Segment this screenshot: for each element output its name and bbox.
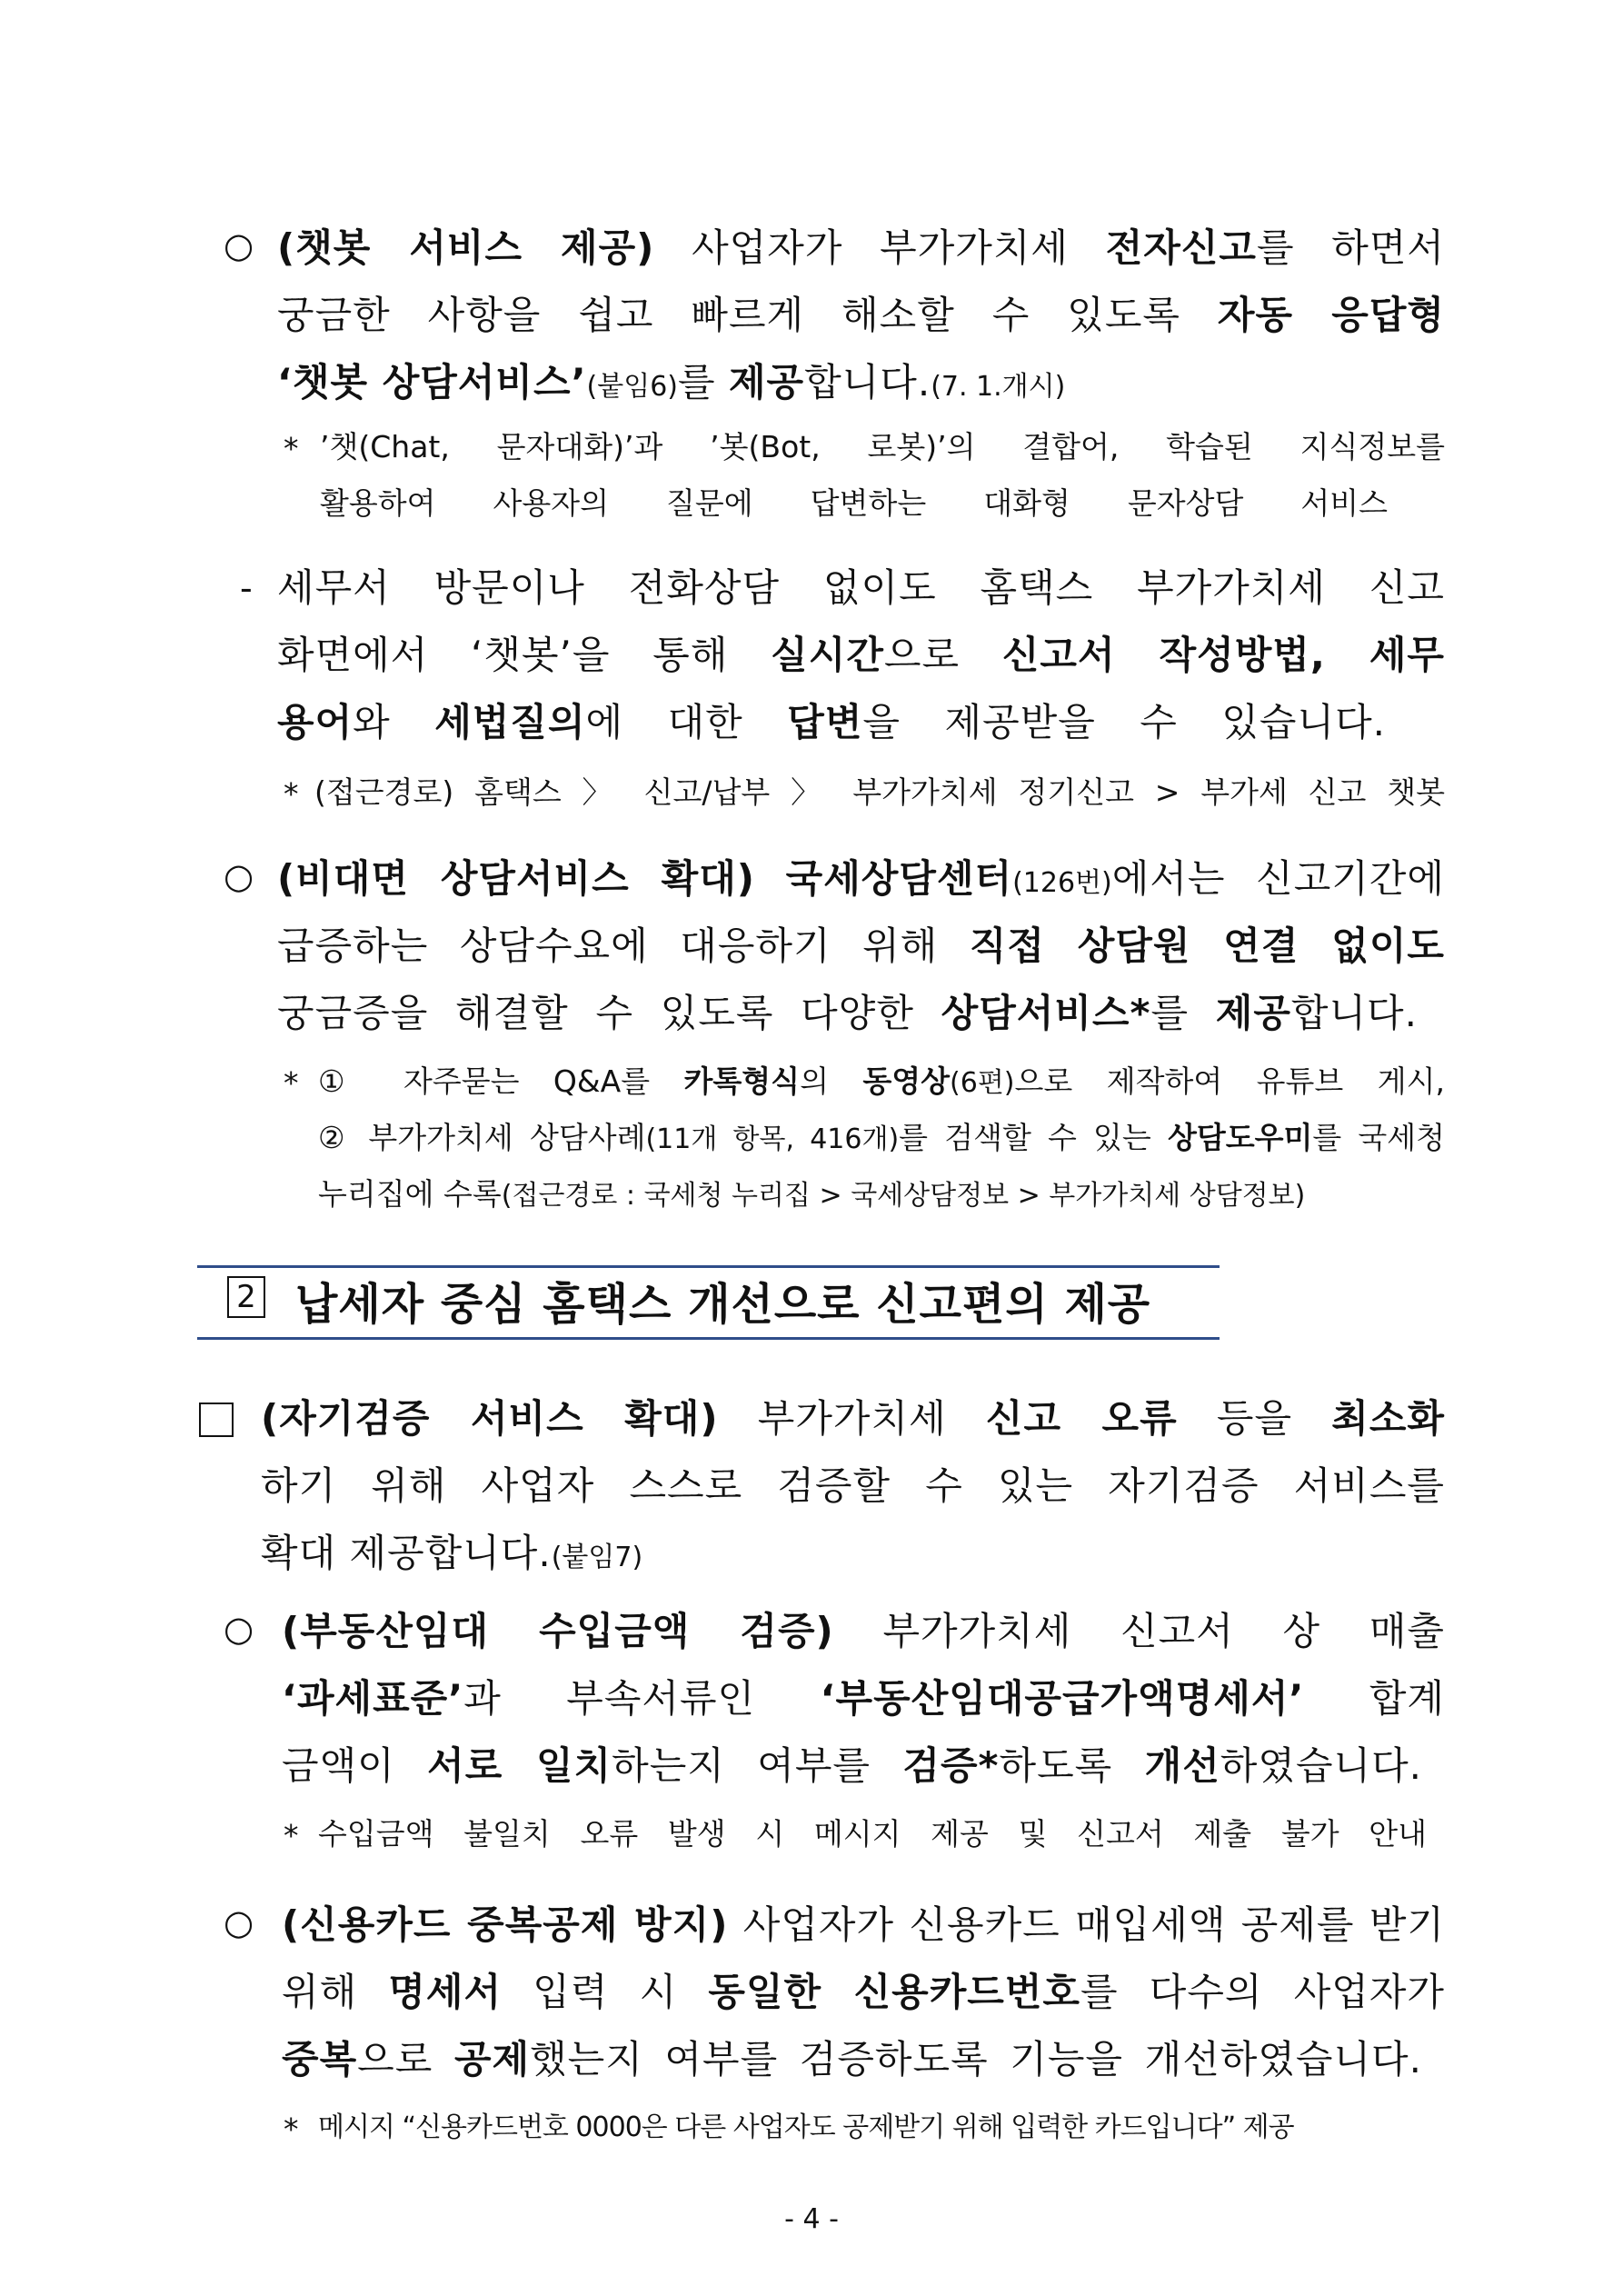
bold-text: 신고 오류	[985, 1396, 1178, 1441]
bold-text: 국세상담센터	[785, 856, 1013, 901]
nonface-line-2	[277, 916, 1445, 971]
small-text: (접근경로 : 국세청 누리집 > 국세상담정보 > 부가가치세 상담정보)	[501, 1180, 1306, 1212]
text-segment: 으로	[883, 633, 1002, 677]
note-asterisk: *	[284, 1065, 299, 1101]
section-title: 납세자 중심 홈택스 개선으로 신고편의 제공	[295, 1279, 1151, 1330]
bold-text: 개선	[1144, 1743, 1220, 1788]
bold-text: 세법질의	[434, 700, 586, 744]
note-asterisk: *	[284, 431, 299, 466]
realestate-line-2	[282, 1669, 1445, 1723]
text-segment: 를 국세청	[1312, 1120, 1445, 1155]
bold-text: 공제	[453, 2037, 531, 2081]
bold-text: 자동 응답형	[1217, 293, 1445, 337]
access-path-note: (접근경로) 홈택스 〉 신고/납부 〉 부가가치세 정기신고 > 부가세 신고 챗봇	[314, 774, 1445, 810]
text-segment: ① 자주묻는 Q&A를	[318, 1063, 684, 1099]
nonface-line-3	[277, 983, 1418, 1038]
bold-text: (챗봇 서비스 제공)	[277, 225, 655, 270]
bold-text: 카톡형식	[683, 1063, 801, 1099]
bold-text: 신고서 작성방법, 세무	[1001, 633, 1445, 677]
chatbot-note-2: 활용하여 사용자의 질문에 답변하는 대화형 문자상담 서비스	[320, 485, 1388, 521]
text-segment: 했는지 여부를 검증하도록 기능을 개선하였습니다.	[530, 2037, 1422, 2081]
circle-bullet: ○	[224, 856, 254, 896]
chatbot-detail-line-3	[277, 693, 1386, 747]
text-segment: 사업자가 부가가치세	[654, 225, 1106, 270]
realestate-note: 수입금액 불일치 오류 발생 시 메시지 제공 및 신고서 제출 불가 안내	[318, 1816, 1427, 1852]
small-text: (붙임7)	[551, 1542, 643, 1573]
bold-text: 답변	[787, 700, 863, 744]
nonface-note-3	[318, 1171, 1305, 1213]
realestate-line-1	[282, 1602, 1445, 1656]
text-segment: 확대 제공합니다.	[261, 1531, 552, 1575]
bold-text: ‘부동산임대공급가액명세서’	[820, 1676, 1305, 1721]
text-segment: 와	[353, 700, 435, 744]
bold-text: 명세서	[388, 1970, 503, 2014]
text-segment: 화면에서 ‘챗봇’을 통해	[277, 633, 772, 677]
creditcard-note: 메시지 “신용카드번호 0000은 다른 사업자도 공제받기 위해 입력한 카드입니다” 제공	[318, 2111, 1294, 2143]
creditcard-line-3	[282, 2030, 1422, 2084]
bold-text: 실시간	[771, 633, 884, 677]
text-segment: 으로	[357, 2037, 454, 2081]
bold-text: 서로 일치	[427, 1743, 612, 1788]
bold-text: 상담서비스*	[941, 991, 1151, 1035]
text-segment: 과 부속서류인	[463, 1676, 821, 1721]
text-segment: 하는지 여부를	[612, 1743, 903, 1788]
text-segment: 입력 시	[502, 1970, 709, 2014]
section-number: 2	[227, 1276, 265, 1318]
bold-text: (부동산임대 수입금액 검증)	[282, 1609, 834, 1653]
selfcheck-line-1	[261, 1389, 1445, 1443]
bold-text: 중복	[282, 2037, 358, 2081]
nonface-note-2	[318, 1114, 1445, 1157]
square-bullet-icon	[199, 1403, 234, 1437]
nonface-note-1	[318, 1058, 1445, 1101]
bold-text: 제공	[728, 360, 805, 404]
bold-text: (비대면 상담서비스 확대)	[277, 856, 755, 901]
text-segment	[755, 856, 786, 901]
chatbot-detail-line-2	[277, 625, 1445, 680]
text-segment: 세무서 방문이나 전화상담 없이도 홈택스 부가가치세 신고	[277, 565, 1445, 610]
circle-bullet: ○	[224, 1609, 254, 1649]
page-number: - 4 -	[784, 2203, 839, 2235]
text-segment: 합니다.	[804, 360, 931, 404]
small-text: (11개 항목, 416개)	[645, 1123, 900, 1155]
text-segment: 하였습니다.	[1220, 1743, 1423, 1788]
circle-bullet: ○	[224, 1902, 254, 1942]
text-segment: 등을	[1177, 1396, 1332, 1441]
text-segment: 의	[800, 1063, 863, 1099]
text-segment: ② 부가가치세 상담사례	[318, 1120, 646, 1155]
text-segment: 으로 제작하여 유튜브 게시,	[1014, 1063, 1445, 1099]
text-segment: 를 다수의 사업자가	[1080, 1970, 1445, 2014]
chatbot-line-1	[277, 218, 1445, 273]
text-segment: 사업자가 신용카드 매입세액 공제를 받기	[728, 1902, 1445, 1947]
note-asterisk: *	[284, 776, 299, 812]
creditcard-line-2	[282, 1962, 1445, 2017]
bold-text: 직접 상담원 연결 없이도	[969, 923, 1445, 968]
bold-text: 제공	[1215, 991, 1291, 1035]
chatbot-detail-line-1	[277, 558, 1445, 613]
text-segment: 합니다.	[1290, 991, 1418, 1035]
text-segment: 궁금한 사항을 쉽고 빠르게 해소할 수 있도록	[277, 293, 1218, 337]
bold-text: 동일한 신용카드번호	[708, 1970, 1081, 2014]
note-asterisk: *	[284, 2111, 299, 2147]
text-segment: 하기 위해 사업자 스스로 검증할 수 있는 자기검증 서비스를	[261, 1463, 1445, 1508]
bold-text: 상담도우미	[1167, 1120, 1313, 1155]
bold-text: 전자신고	[1105, 225, 1257, 270]
small-text: (7. 1.개시)	[931, 371, 1066, 403]
text-segment: 궁금증을 해결할 수 있도록 다양한	[277, 991, 941, 1035]
chatbot-line-3	[277, 353, 1065, 407]
circle-bullet: ○	[224, 225, 254, 265]
text-segment: 을 제공받을 수 있습니다.	[862, 700, 1386, 744]
bold-text: 동영상	[862, 1063, 951, 1099]
text-segment: 위해	[282, 1970, 389, 2014]
text-segment: 금액이	[282, 1743, 428, 1788]
text-segment: 를 하면서	[1257, 225, 1446, 270]
bold-text: ‘과세표준’	[282, 1676, 464, 1721]
text-segment: 합계	[1304, 1676, 1445, 1721]
text-segment: 에서는 신고기간에	[1111, 856, 1445, 901]
selfcheck-line-3	[261, 1523, 642, 1578]
text-segment: 부가가치세 신고서 상 매출	[833, 1609, 1445, 1653]
text-segment: 를	[678, 360, 729, 404]
small-text: (붙임6)	[586, 371, 679, 403]
dash-bullet: -	[240, 568, 253, 608]
text-segment: 를 검색할 수 있는	[899, 1120, 1168, 1155]
text-segment: 누리집에 수록	[318, 1176, 502, 1212]
text-segment: 하도록	[999, 1743, 1145, 1788]
text-segment: 에 대한	[585, 700, 788, 744]
bold-text: 최소화	[1331, 1396, 1445, 1441]
chatbot-note-1: ’챗(Chat, 문자대화)’과 ’봇(Bot, 로봇)’의 결합어, 학습된 지식정보를	[320, 429, 1445, 464]
text-segment: 부가가치세	[718, 1396, 986, 1441]
text-segment: 급증하는 상담수요에 대응하기 위해	[277, 923, 970, 968]
note-asterisk: *	[284, 1818, 299, 1853]
nonface-line-1	[277, 849, 1445, 903]
creditcard-line-1	[282, 1895, 1445, 1950]
realestate-line-3	[282, 1736, 1422, 1791]
small-text: (6편)	[950, 1067, 1015, 1099]
text-segment: 를	[1150, 991, 1216, 1035]
bold-text: (신용카드 중복공제 방지)	[282, 1902, 729, 1947]
bold-text: 용어	[277, 700, 353, 744]
bold-text: 검증*	[902, 1743, 1000, 1788]
small-text: (126번)	[1012, 867, 1112, 899]
chatbot-line-2	[277, 285, 1445, 340]
selfcheck-line-2	[261, 1456, 1445, 1511]
bold-text: ‘챗봇 상담서비스’	[277, 360, 587, 404]
bold-text: (자기검증 서비스 확대)	[261, 1396, 719, 1441]
